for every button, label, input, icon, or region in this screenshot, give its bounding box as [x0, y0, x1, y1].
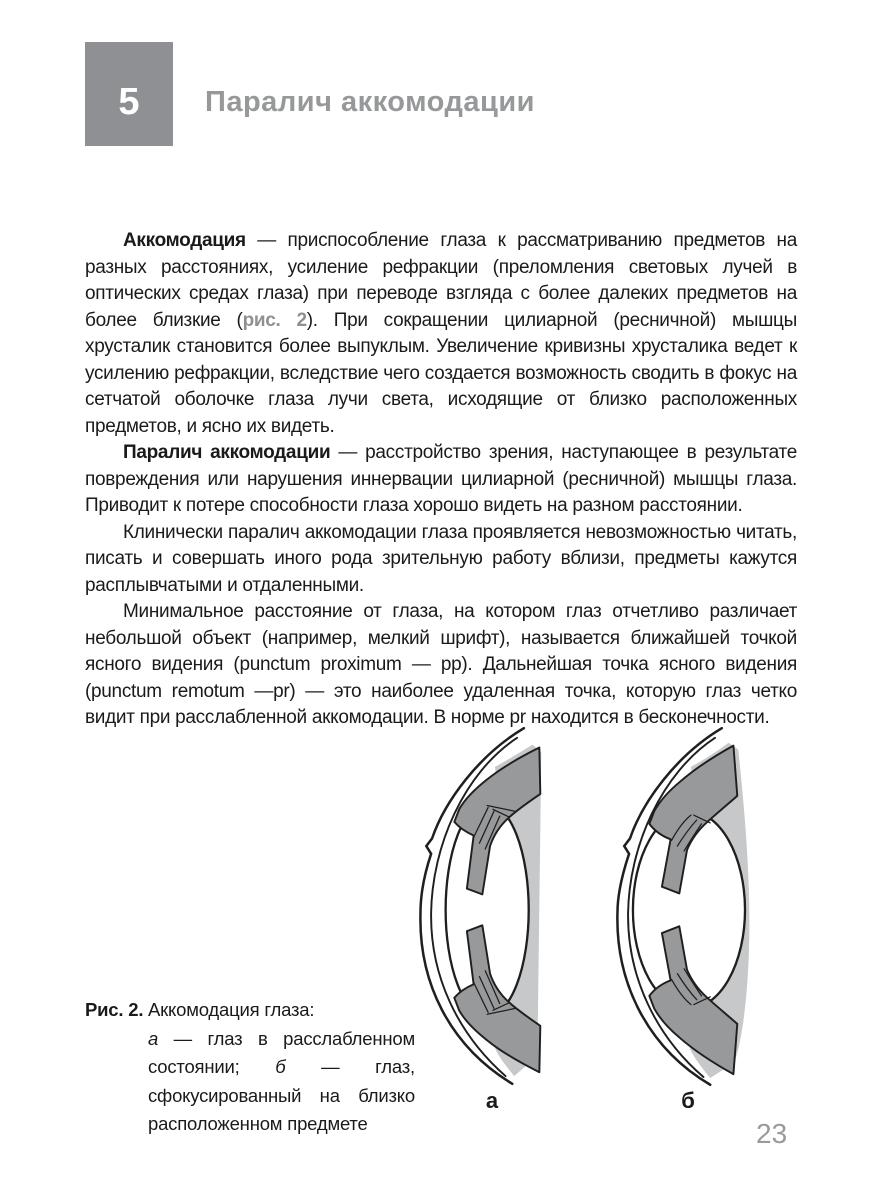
text-run: ). При сокращении цилиарной (ресничной) мышцы хрусталик становится более выпуклым. Увеличение кривизны хрусталика ведет к усилению рефракции, вследствие чего создается возможность сводить в фокус на сетчатой оболочке глаза лучи света, исходящие от близко расположенных предметов, и ясно их видеть.: [85, 309, 797, 437]
body-text: [85, 228, 797, 732]
paragraph: [85, 440, 797, 520]
eye-diagram-a: [406, 726, 578, 1086]
diagram-sublabels: [406, 1088, 806, 1114]
caption-item-a-label: а: [148, 1027, 159, 1049]
chapter-number: 5: [118, 81, 140, 123]
page-number: 23: [756, 1118, 788, 1149]
chapter-title: Паралич аккомодации: [205, 86, 535, 118]
figure-caption-label: Рис. 2.: [85, 999, 144, 1020]
diagram-label-a: а: [485, 1088, 499, 1113]
chapter-number-box: [85, 42, 173, 146]
eye-diagrams-row: [406, 726, 806, 1086]
figure-caption-body: [148, 996, 415, 1139]
paragraph: [85, 228, 797, 440]
text-run: — расстройство зрения, наступающее в результате повреждения или нарушения иннервации цилиарной (ресничной) мышцы глаза. Приводит к потере способности глаза хорошо видеть на разном расстоянии.: [85, 442, 797, 516]
paragraph: [85, 599, 797, 732]
text-run: — глаз, сфокусированный на близко расположенном предмете: [148, 1056, 415, 1134]
figure-2: [406, 726, 806, 1114]
caption-item-b-label: б: [275, 1056, 286, 1077]
figure-caption-details: [148, 1025, 415, 1139]
text-run: Минимальное расстояние от глаза, на котором глаз отчетливо различает небольшой объект (например, мелкий шрифт), называется ближайшей точкой ясного видения (punctum proximum — pp). Дальнейшая точка ясного видения (punctum remotum —pr) — это наиболее удаленная точка, которую глаз четко видит при расслабленной аккомодации. В норме pr находится в бесконечности.: [85, 601, 797, 728]
figure-caption: [85, 996, 415, 1139]
text-run: — глаз в расслабленном состоянии;: [148, 1027, 415, 1077]
text-run: Клинически паралич аккомодации глаза проявляется невозможностью читать, писать и совершать иного рода зрительную работу вблизи, предметы кажутся расплывчатыми и отдаленными.: [85, 521, 797, 596]
eye-diagram-b: [602, 726, 774, 1086]
paragraph: [85, 520, 797, 600]
figure-reference: рис. 2: [242, 309, 307, 331]
text-run: — приспособление глаза к рассматриванию предметов на разных расстояниях, усиление рефракции (преломления световых лучей в оптических средах глаза) при переводе взгляда с более далеких предметов на более близкие (: [85, 230, 797, 331]
diagram-label-b: б: [681, 1088, 695, 1113]
figure-caption-title: Аккомодация глаза:: [148, 999, 315, 1020]
text-run: Паралич аккомодации: [123, 442, 331, 463]
text-run: Аккомодация: [123, 230, 246, 251]
